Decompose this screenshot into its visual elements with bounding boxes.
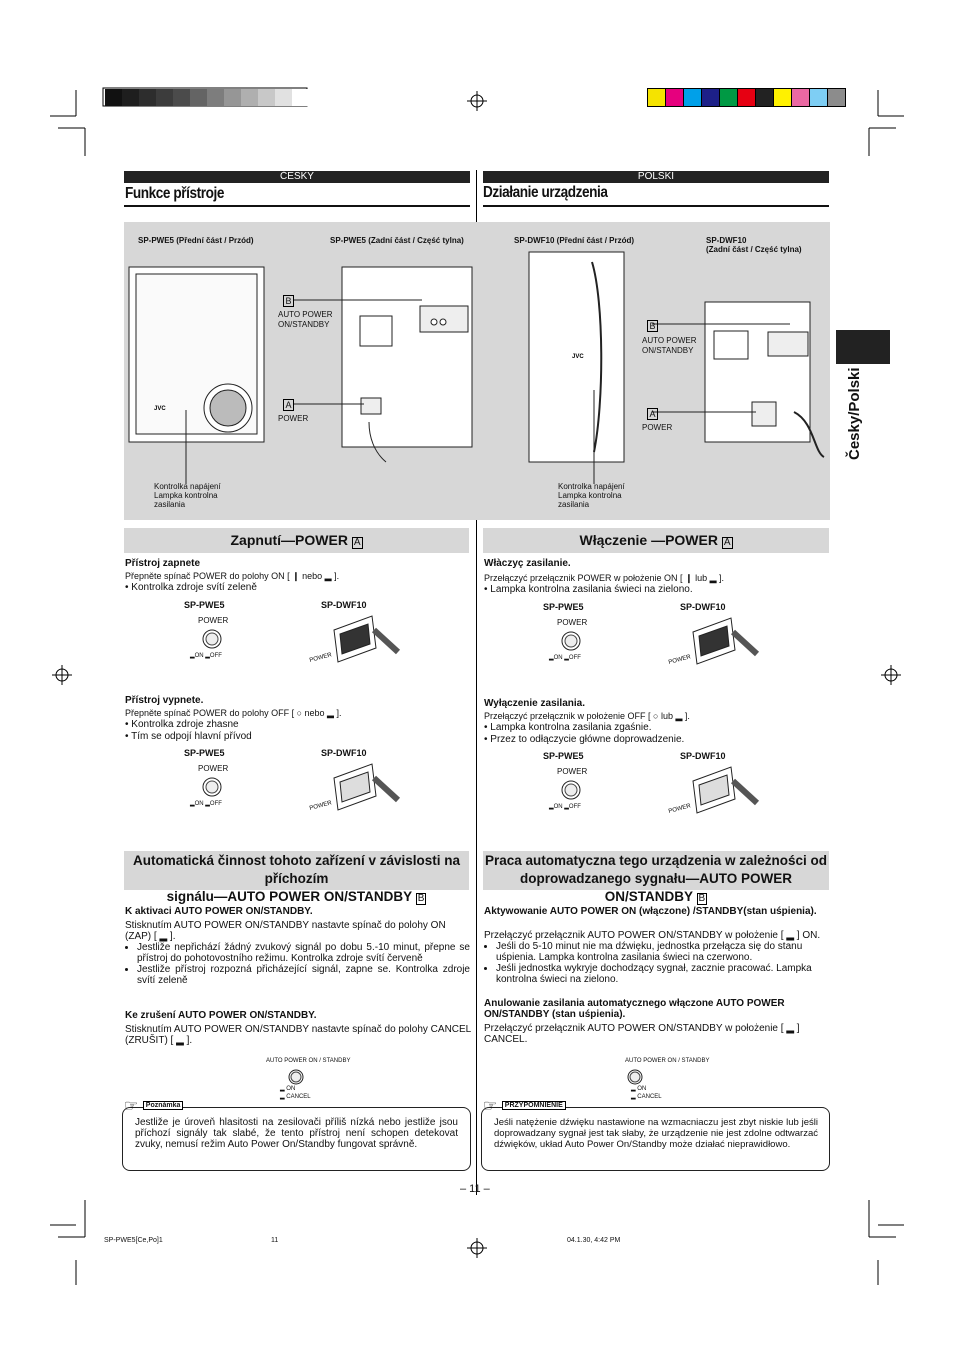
lamp-caption-pl-2: zasilania [558, 500, 590, 509]
cz-power-tag: A [353, 537, 361, 548]
pl-note-text: Jeśli natężenie dźwięku nastawione na wzmacniaczu jest zbyt niskie lub jeśli doprowadzany sygnał jest tak słaby, że urządzenie nie jest zdolne odtwarzać dźwięków, układ Auto Power On/Standby może działać nieprawidłowo. [494, 1117, 818, 1150]
gray-swatch [173, 89, 190, 106]
pl-on-bullet: • Lampka kontrolna zasilania świeci na zielono. [484, 584, 693, 595]
power-knob-icon [200, 628, 224, 650]
speaker-illustrations [124, 222, 830, 520]
gray-swatch [122, 89, 139, 106]
pl-off-text: Przełączyć przełącznik w położenie OFF [ ○ lub ▂ ]. [484, 711, 690, 721]
footer-page-no: 11 [271, 1237, 279, 1244]
pwe5-model-label: SP-PWE5 [543, 751, 584, 761]
pl-auto-cancel-text: CANCEL [637, 1094, 662, 1100]
pl-auto-switch-label: AUTO POWER ON / STANDBY [625, 1058, 710, 1064]
power-switch-group [483, 602, 783, 682]
pl-language-bar: POLSKI [483, 171, 829, 183]
pl-act-bullet-2: • Jeśli jednostka wykryje dochodzący sygnał, zacznie pracować. Lampka kontrolna świeci na zielono. [496, 963, 829, 985]
cz-auto-header [124, 851, 469, 904]
pwe5-power-label: POWER [278, 414, 309, 423]
pl-auto-on-text: ON [637, 1086, 647, 1092]
color-swatch [720, 89, 737, 106]
pl-note-badge [483, 1096, 566, 1116]
power-switch-group [124, 748, 424, 828]
on-text: ON [553, 655, 563, 661]
pl-power-title: Włączenie —POWER [579, 532, 718, 548]
svg-text:POWER: POWER [308, 652, 333, 664]
cz-auto-cancel: ▂ CANCEL [280, 1094, 311, 1100]
pl-on-bullet-text: Lampka kontrolna zasilania świeci na zielono. [490, 584, 693, 595]
side-tab-label: Česky/Polski [846, 367, 863, 460]
pwe5-label-b: B [283, 295, 294, 307]
dwf10-model-label: SP-DWF10 [321, 600, 367, 610]
cz-off-heading: Přístroj vypnete. [125, 695, 204, 706]
cz-auto-knob-icon [286, 1068, 306, 1086]
rocker-switch-icon [304, 612, 404, 674]
pwe5-back-caption: SP-PWE5 (Zadní část / Część tylna) [330, 236, 464, 245]
pwe5-front-caption: SP-PWE5 (Přední část / Przód) [138, 236, 254, 245]
dwf10-back-caption-2: (Zadní část / Część tylna) [706, 245, 802, 254]
cz-auto-tag: B [417, 893, 425, 904]
cz-act-bullet-1: • Jestliže nepřichází žádný zvukový signál po dobu 5.-10 minut, přepne se přístroj do pohotovostního režimu. Kontrolka zdroje svítí červeně [137, 942, 470, 964]
pwe5-model-label: SP-PWE5 [184, 748, 225, 758]
cz-on-heading: Přístroj zapnete [125, 558, 201, 569]
hand-icon: ☞ [483, 1098, 498, 1115]
pl-auto-knob-icon [625, 1068, 645, 1086]
cz-note-badge [124, 1096, 183, 1116]
lamp-caption-pl-2: zasilania [154, 500, 186, 509]
power-knob-icon [559, 779, 583, 801]
cz-act-bullets [125, 942, 470, 986]
cz-power-title: Zapnutí—POWER [230, 532, 348, 548]
dwf10-back-caption-1: SP-DWF10 [706, 236, 747, 245]
cz-on-bullet: • Kontrolka zdroje svítí zeleně [125, 582, 257, 593]
rocker-switch-icon [663, 763, 763, 825]
gray-swatch [139, 89, 156, 106]
cz-off-bullet-1-text: Kontrolka zdroje zhasne [131, 719, 239, 730]
cz-act-heading: K aktivaci AUTO POWER ON/STANDBY. [125, 906, 313, 917]
hand-icon: ☞ [124, 1098, 139, 1115]
on-off-legend: ▂ON ▂OFF [190, 801, 222, 807]
cz-auto-cancel-text: CANCEL [286, 1094, 311, 1100]
pl-act-bullet-1: • Jeśli do 5-10 minut nie ma dźwięku, jednostka przełącza się do stanu uśpienia. Lampka kontrolna zasilania świeci na czerwono. [496, 941, 829, 963]
on-text: ON [553, 804, 563, 810]
pl-off-bullet-1-text: Lampka kontrolna zasilania zgaśnie. [490, 722, 652, 733]
pl-on-heading: Włàczyç zasilanie. [484, 558, 571, 569]
lamp-caption-cz: Kontrolka napájení [154, 482, 221, 491]
dwf10-lamp-caption [558, 482, 625, 509]
pl-act-text: Przełączyć przełącznik AUTO POWER ON/STANDBY w położenie [ ▂ ] ON. [484, 930, 821, 941]
gray-swatch [292, 89, 309, 106]
jvc-logo-dwf10: JVC [572, 354, 584, 360]
gray-swatch [190, 89, 207, 106]
pwe5-auto-power-1: AUTO POWER [278, 310, 333, 319]
color-swatch [648, 89, 665, 106]
dwf10-power-label: POWER [642, 423, 673, 432]
pl-note-label: PRZYPOMNIENIE [502, 1101, 566, 1110]
gray-swatch [156, 89, 173, 106]
svg-text:POWER: POWER [308, 800, 333, 812]
power-switch-group [483, 751, 783, 831]
pl-auto-header [483, 851, 829, 904]
cz-section-title: Funkce přístroje [125, 185, 225, 202]
power-label: POWER [557, 767, 588, 776]
lamp-caption-pl: Lampka kontrolna [154, 491, 218, 500]
color-swatch [792, 89, 809, 106]
power-label: POWER [557, 618, 588, 627]
gray-swatch [241, 89, 258, 106]
cz-power-header [124, 528, 469, 553]
pl-off-bullet-2: • Przez to odłączycie główne doprowadzenie. [484, 734, 685, 745]
cz-cancel-heading: Ke zrušení AUTO POWER ON/STANDBY. [125, 1010, 317, 1021]
power-label: POWER [198, 616, 229, 625]
pl-power-header [483, 528, 829, 553]
jvc-logo-pwe5: JVC [154, 406, 166, 412]
pl-title-rule [483, 205, 829, 207]
off-text: OFF [568, 804, 581, 810]
on-off-legend: ▂ON ▂OFF [190, 653, 222, 659]
pwe5-lamp-caption [154, 482, 221, 509]
off-text: OFF [209, 653, 222, 659]
cz-off-bullet-2: • Tím se odpojí hlavní přívod [125, 731, 252, 742]
pl-cancel-heading: Anulowanie zasilania automatycznego włączone AUTO POWER ON/STANDBY (stan uśpienia). [484, 998, 785, 1020]
cz-auto-on: ▂ ON [280, 1086, 296, 1092]
pwe5-model-label: SP-PWE5 [184, 600, 225, 610]
cz-off-bullet-1: • Kontrolka zdroje zhasne [125, 719, 239, 730]
pl-section-title: Działanie urządzenia [483, 184, 608, 201]
cz-act-bullet-2: • Jestliže přístroj rozpozná přicházející signál, zapne se. Kontrolka zdroje svítí zeleně [137, 964, 470, 986]
gray-swatch [224, 89, 241, 106]
pl-auto-tag: B [698, 893, 706, 904]
pl-auto-cancel: ▂ CANCEL [631, 1094, 662, 1100]
color-swatch [828, 89, 845, 106]
cz-title-rule [124, 205, 470, 207]
pl-power-tag: A [723, 537, 731, 548]
off-text: OFF [568, 655, 581, 661]
lamp-caption-cz: Kontrolka napájení [558, 482, 625, 491]
cz-off-bullet-2-text: Tím se odpojí hlavní přívod [131, 731, 252, 742]
pl-auto-title-2: doprowadzanego sygnału—AUTO POWER ON/STANDBY [519, 871, 793, 904]
dwf10-auto-power-1: AUTO POWER [642, 336, 697, 345]
pwe5-label-a: A [283, 399, 294, 411]
color-swatch [684, 89, 701, 106]
power-switch-group [124, 600, 424, 680]
dwf10-model-label: SP-DWF10 [321, 748, 367, 758]
on-text: ON [194, 653, 204, 659]
page-number: – 11 – [460, 1183, 490, 1195]
cz-auto-switch [266, 1058, 356, 1104]
color-swatch [738, 89, 755, 106]
on-off-legend: ▂ON ▂OFF [549, 655, 581, 661]
cz-note-label: Poznámka [143, 1101, 184, 1110]
side-tab-block [836, 330, 890, 364]
footer-date: 04.1.30, 4:42 PM [567, 1237, 621, 1244]
footer-file: SP-PWE5[Ce,Po]1 [104, 1237, 163, 1244]
cz-off-text: Přepněte spínač POWER do polohy OFF [ ○ nebo ▂ ]. [125, 708, 342, 718]
pl-auto-on: ▂ ON [631, 1086, 647, 1092]
svg-text:POWER: POWER [667, 654, 692, 666]
pl-auto-title-1: Praca automatyczna tego urządzenia w zależności od [484, 853, 828, 868]
pwe5-model-label: SP-PWE5 [543, 602, 584, 612]
cz-auto-on-text: ON [286, 1086, 296, 1092]
dwf10-front-caption: SP-DWF10 (Přední část / Przód) [514, 236, 635, 245]
cz-on-bullet-text: Kontrolka zdroje svítí zeleně [131, 582, 257, 593]
cz-auto-title-1: Automatická činnost tohoto zařízení v závislosti na příchozím [132, 853, 461, 886]
pl-off-bullet-2-text: Przez to odłączycie główne doprowadzenie. [490, 734, 685, 745]
pl-cancel-text: Przełączyć przełącznik AUTO POWER ON/STANDBY w położenie [ ▂ ] CANCEL. [484, 1023, 800, 1045]
color-swatch [666, 89, 683, 106]
pl-off-bullet-1: • Lampka kontrolna zasilania zgaśnie. [484, 722, 652, 733]
color-swatch [756, 89, 773, 106]
cz-cancel-text: Stisknutím AUTO POWER ON/STANDBY nastavte spínač do polohy CANCEL (ZRUŠIT) [ ▂ ]. [125, 1024, 471, 1046]
pl-off-heading: Wyłączenie zasilania. [484, 698, 585, 709]
cz-auto-switch-label: AUTO POWER ON / STANDBY [266, 1058, 351, 1064]
cz-auto-title-2: signálu—AUTO POWER ON/STANDBY [166, 889, 412, 904]
gray-swatch [275, 89, 292, 106]
svg-text:POWER: POWER [667, 803, 692, 815]
power-label: POWER [198, 764, 229, 773]
dwf10-model-label: SP-DWF10 [680, 602, 726, 612]
rocker-switch-icon [663, 614, 763, 676]
rocker-switch-icon [304, 760, 404, 822]
pl-act-heading: Aktywowanie AUTO POWER ON (włączone) /STANDBY(stan uśpienia). [484, 906, 817, 917]
gray-swatch [207, 89, 224, 106]
dwf10-model-label: SP-DWF10 [680, 751, 726, 761]
gray-swatch [105, 89, 122, 106]
power-knob-icon [200, 776, 224, 798]
pl-on-text: Przełączyć przełącznik POWER w położenie ON [ ❙ lub ▂ ]. [484, 573, 725, 583]
off-text: OFF [209, 801, 222, 807]
pl-auto-switch [625, 1058, 715, 1104]
on-text: ON [194, 801, 204, 807]
cz-on-text: Přepněte spínač POWER do polohy ON [ ❙ nebo ▂ ]. [125, 571, 340, 581]
gray-swatch [258, 89, 275, 106]
power-knob-icon [559, 630, 583, 652]
on-off-legend: ▂ON ▂OFF [549, 804, 581, 810]
dwf10-label-a: A [647, 408, 658, 420]
dwf10-auto-power-2: ON/STANDBY [642, 346, 694, 355]
cz-act-text: Stisknutím AUTO POWER ON/STANDBY nastavte spínač do polohy ON (ZAP) [ ▂ ]. [125, 920, 446, 942]
cz-note-text: Jestliže je úroveň hlasitosti na zesilovači příliš nízká nebo jestliže jsou příchozí signály tak slabé, že tento přístroj není schopen detekovat zvuky, nemusí režim Auto Power On/Standby fungovat správně. [135, 1117, 458, 1150]
pl-act-bullets [484, 941, 829, 985]
cz-language-bar: ČESKY [124, 171, 470, 183]
dwf10-label-b: B [647, 320, 658, 332]
color-swatch [774, 89, 791, 106]
color-swatch [702, 89, 719, 106]
lamp-caption-pl: Lampka kontrolna [558, 491, 622, 500]
pwe5-auto-power-2: ON/STANDBY [278, 320, 330, 329]
color-swatch [810, 89, 827, 106]
